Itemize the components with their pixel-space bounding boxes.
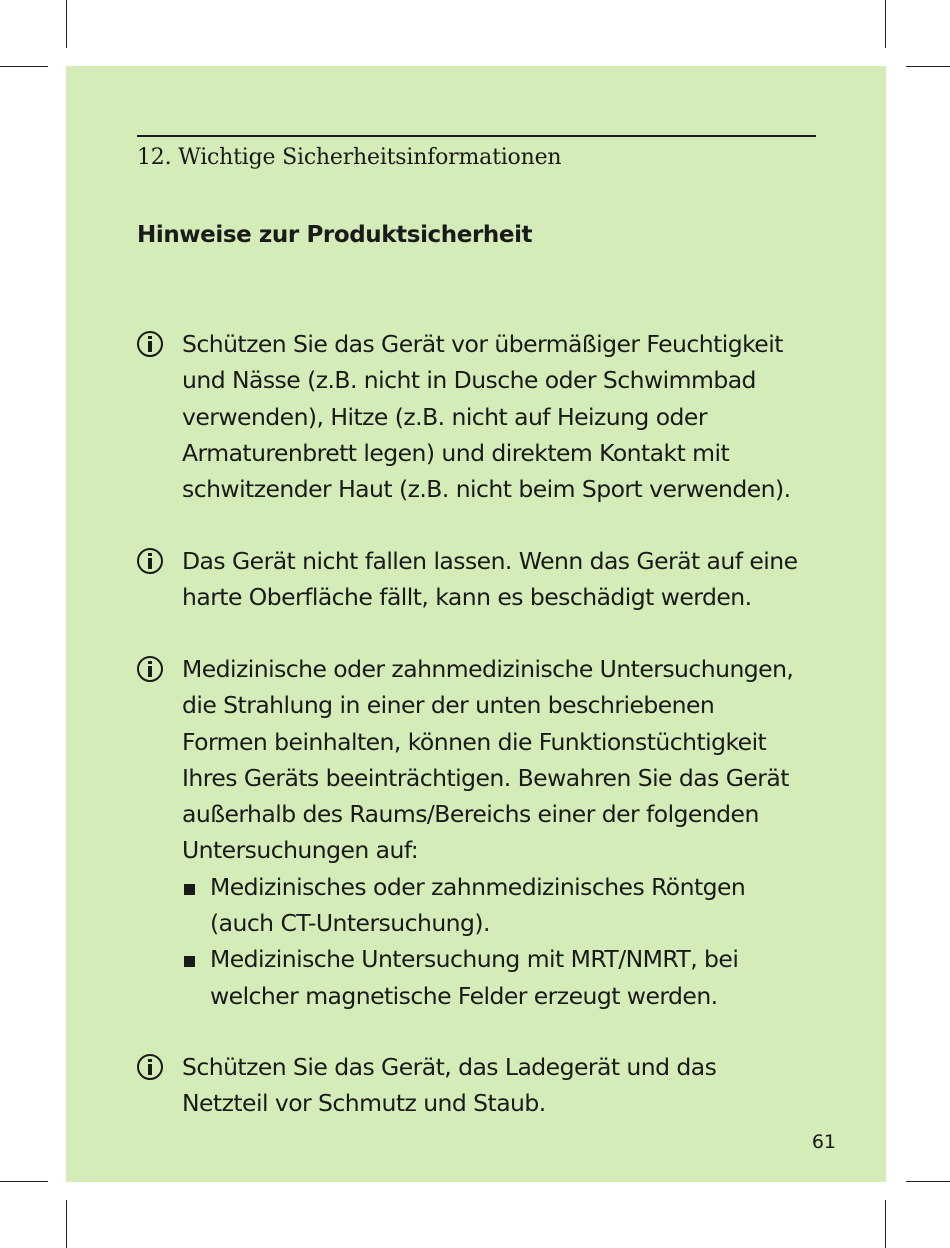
- bullet-item: [182, 941, 827, 1014]
- text-line: außerhalb des Raums/Bereichs einer der folgenden: [182, 800, 759, 829]
- page-heading: Hinweise zur Produktsicherheit: [137, 222, 533, 248]
- text-line: welcher magnetische Felder erzeugt werden.: [210, 981, 718, 1010]
- bullet-square-icon: [184, 884, 195, 895]
- text-line: Armaturenbrett legen) und direktem Kontakt mit: [182, 438, 730, 467]
- section-title: 12. Wichtige Sicherheitsinformationen: [137, 145, 562, 170]
- text-line: Medizinische oder zahnmedizinische Untersuchungen,: [182, 655, 794, 683]
- text-line: und Nässe (z.B. nicht in Dusche oder Schwimmbad: [182, 366, 756, 395]
- info-icon: [137, 331, 163, 357]
- safety-note: [137, 1049, 827, 1122]
- safety-note-text: [182, 651, 827, 1014]
- text-line: verwenden), Hitze (z.B. nicht auf Heizung oder: [182, 402, 707, 431]
- bullet-square-icon: [184, 956, 195, 967]
- page-number: 61: [811, 1131, 836, 1153]
- crop-mark: [66, 0, 67, 48]
- text-line: Medizinisches oder zahnmedizinisches Röntgen: [210, 872, 746, 901]
- text-line: schwitzender Haut (z.B. nicht beim Sport verwenden).: [182, 475, 791, 504]
- info-icon: [137, 656, 163, 682]
- text-line: harte Oberfläche fällt, kann es beschädigt werden.: [182, 583, 752, 612]
- text-line: Netzteil vor Schmutz und Staub.: [182, 1089, 546, 1118]
- text-line: Schützen Sie das Gerät vor übermäßiger Feuchtigkeit: [182, 330, 783, 358]
- header-rule: [137, 135, 816, 137]
- crop-mark: [885, 0, 886, 48]
- text-line: Ihres Geräts beeinträchtigen. Bewahren Sie das Gerät: [182, 763, 789, 792]
- crop-mark: [906, 66, 950, 67]
- crop-mark: [0, 66, 48, 67]
- safety-note: [137, 651, 827, 1014]
- safety-note: [137, 543, 827, 616]
- manual-page: [66, 66, 886, 1182]
- crop-mark: [0, 1181, 48, 1182]
- info-icon: [137, 548, 163, 574]
- safety-note: [137, 326, 827, 507]
- safety-note-text: [182, 543, 827, 616]
- text-line: (auch CT-Untersuchung).: [210, 909, 490, 938]
- text-line: die Strahlung in einer der unten beschriebenen: [182, 691, 715, 720]
- safety-note-text: [182, 1049, 827, 1122]
- safety-note-text: [182, 326, 827, 507]
- text-line: Untersuchungen auf:: [182, 836, 419, 865]
- info-icon: [137, 1054, 163, 1080]
- text-line: Formen beinhalten, können die Funktionstüchtigkeit: [182, 727, 767, 756]
- text-line: Schützen Sie das Gerät, das Ladegerät und das: [182, 1053, 717, 1081]
- bullet-item: [182, 869, 827, 942]
- text-line: Medizinische Untersuchung mit MRT/NMRT, bei: [210, 945, 739, 974]
- crop-mark: [906, 1181, 950, 1182]
- text-line: Das Gerät nicht fallen lassen. Wenn das Gerät auf eine: [182, 547, 798, 575]
- crop-mark: [885, 1200, 886, 1248]
- crop-mark: [66, 1200, 67, 1248]
